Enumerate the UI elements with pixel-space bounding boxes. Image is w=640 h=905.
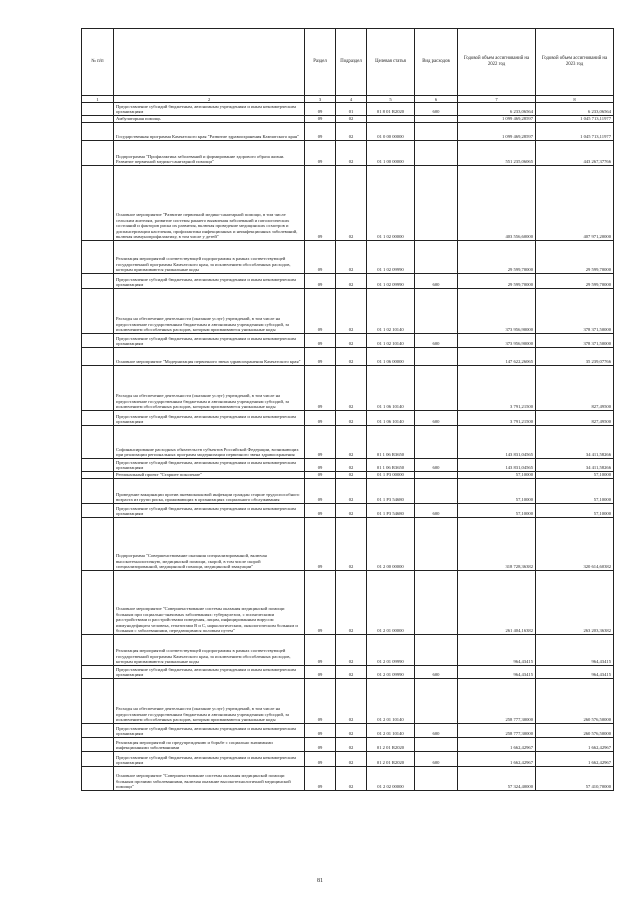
row-number [82, 241, 114, 274]
table-row [82, 679, 614, 724]
row-volume-2022: 551 235,06065 [458, 141, 536, 166]
row-subsection: 02 [336, 116, 367, 123]
row-number [82, 504, 114, 518]
row-volume-2023: 260 576,50000 [536, 679, 614, 724]
row-section: 09 [305, 348, 336, 366]
row-volume-2023: 964,43415 [536, 635, 614, 666]
row-target-article: 01 2 00 00000 [367, 518, 415, 571]
row-name: Региональный проект "Старшее поколение" [114, 472, 305, 479]
column-number: 2 [114, 96, 305, 103]
row-target-article: 01 1 06 10140 [367, 411, 415, 426]
row-volume-2023: 35 239,07766 [536, 348, 614, 366]
row-volume-2023: 34 411,58266 [536, 426, 614, 459]
row-expense-kind [415, 348, 458, 366]
row-name: Реализация мероприятий соответствующей подпрограммы в рамках соответствующей государственной программы Камчатского края, за исключением обособленных расходов, которым присваиваются уникальные коды [114, 635, 305, 666]
row-number [82, 141, 114, 166]
header-expense-kind: Вид расходов [415, 29, 458, 96]
row-target-article: 01 2 02 00000 [367, 767, 415, 791]
row-section: 09 [305, 289, 336, 334]
row-target-article: 01 2 01 10140 [367, 679, 415, 724]
row-expense-kind: 600 [415, 752, 458, 767]
row-section: 09 [305, 459, 336, 472]
column-number: 6 [415, 96, 458, 103]
row-subsection: 02 [336, 571, 367, 635]
budget-table [81, 28, 614, 791]
row-subsection: 02 [336, 518, 367, 571]
row-section: 09 [305, 366, 336, 411]
row-name: Основное мероприятие "Совершенствование системы оказания медицинской помощи больным при социально-значимых заболеваниях: туберкулезом, с психическими расстройствами и расстройствами поведения, лицам, инфицированным вирусом иммунодефицита человека, гепатитами В и С, наркологическим, онкологическим больным и больным с заболеваниями, передающимися половым путем" [114, 571, 305, 635]
row-expense-kind: 600 [415, 724, 458, 738]
row-subsection: 02 [336, 274, 367, 289]
row-target-article: 01 2 01 R2020 [367, 752, 415, 767]
column-number: 3 [305, 96, 336, 103]
row-expense-kind [415, 635, 458, 666]
row-section: 09 [305, 479, 336, 504]
table-row [82, 166, 614, 241]
row-expense-kind [415, 571, 458, 635]
row-target-article: 01 1 P3 54680 [367, 479, 415, 504]
row-volume-2022: 964,43415 [458, 635, 536, 666]
row-target-article: 01 2 01 R2020 [367, 738, 415, 752]
row-subsection: 02 [336, 411, 367, 426]
table-row [82, 571, 614, 635]
table-row [82, 635, 614, 666]
row-volume-2022: 6 233,06564 [458, 103, 536, 116]
row-section: 09 [305, 571, 336, 635]
row-volume-2022: 964,43415 [458, 666, 536, 679]
header-target-article: Целевая статья [367, 29, 415, 96]
row-volume-2023: 827,49500 [536, 366, 614, 411]
table-row [82, 411, 614, 426]
row-subsection: 01 [336, 103, 367, 116]
row-volume-2023: 378 371,50000 [536, 289, 614, 334]
row-volume-2023: 1 045 713,11977 [536, 123, 614, 141]
row-number [82, 479, 114, 504]
row-target-article: 01 1 02 10140 [367, 334, 415, 348]
row-number [82, 724, 114, 738]
row-volume-2022: 258 777,30000 [458, 724, 536, 738]
row-subsection: 02 [336, 679, 367, 724]
row-subsection: 02 [336, 666, 367, 679]
row-subsection: 02 [336, 241, 367, 274]
row-expense-kind [415, 679, 458, 724]
row-volume-2022: 258 777,30000 [458, 679, 536, 724]
row-volume-2022: 29 599,70000 [458, 274, 536, 289]
table-row [82, 274, 614, 289]
row-name: Софинансирование расходных обязательств субъектов Российской Федерации, возникающих при реализации региональных программ модернизации первичного звена здравоохранения [114, 426, 305, 459]
row-volume-2022: 1 099 469,28597 [458, 123, 536, 141]
row-volume-2023: 260 576,50000 [536, 724, 614, 738]
row-subsection: 02 [336, 166, 367, 241]
row-subsection: 02 [336, 366, 367, 411]
column-number: 7 [458, 96, 536, 103]
row-number [82, 366, 114, 411]
row-volume-2022: 29 599,70000 [458, 241, 536, 274]
table-row [82, 426, 614, 459]
row-volume-2022: 318 728,36382 [458, 518, 536, 571]
header-volume-2023: Годовой объем ассигнований на 2023 год [536, 29, 614, 96]
row-name: Реализация мероприятий по предупреждению и борьбе с социально значимыми инфекционными заболеваниями [114, 738, 305, 752]
row-subsection: 02 [336, 334, 367, 348]
table-row [82, 141, 614, 166]
row-volume-2022: 1 662,42967 [458, 752, 536, 767]
row-number [82, 459, 114, 472]
row-section: 09 [305, 103, 336, 116]
row-volume-2022: 57 324,40000 [458, 767, 536, 791]
row-subsection: 02 [336, 724, 367, 738]
row-volume-2023: 964,43415 [536, 666, 614, 679]
row-subsection: 02 [336, 635, 367, 666]
row-target-article: 01 1 00 00000 [367, 141, 415, 166]
row-section: 09 [305, 738, 336, 752]
row-expense-kind [415, 166, 458, 241]
row-expense-kind [415, 366, 458, 411]
row-name: Предоставление субсидий бюджетным, автономным учреждениям и иным некоммерческим организациям [114, 411, 305, 426]
row-target-article: 01 8 01 R2020 [367, 103, 415, 116]
table-row [82, 123, 614, 141]
row-expense-kind: 600 [415, 274, 458, 289]
row-section: 09 [305, 274, 336, 289]
row-section: 09 [305, 679, 336, 724]
row-name: Расходы на обеспечение деятельности (оказание услуг) учреждений, в том числе на предоставление государственным бюджетным и автономным учреждениям субсидий, за исключением обособленных расходов, которым присваиваются уникальные коды [114, 366, 305, 411]
row-number [82, 518, 114, 571]
row-number [82, 767, 114, 791]
row-volume-2023: 263 203,36382 [536, 571, 614, 635]
row-name: Предоставление субсидий бюджетным, автономным учреждениям и иным некоммерческим организациям [114, 724, 305, 738]
row-number [82, 571, 114, 635]
row-section: 09 [305, 411, 336, 426]
row-expense-kind: 600 [415, 103, 458, 116]
row-number [82, 752, 114, 767]
row-number [82, 289, 114, 334]
row-name: Амбулаторная помощь [114, 116, 305, 123]
row-subsection: 02 [336, 459, 367, 472]
row-name: Основное мероприятие "Развитие первичной медико-санитарной помощи, в том числе сельским жителям, развитие системы раннего выявления заболеваний и патологических состояний и факторов риска их развития, включая проведение медицинских осмотров и диспансеризации населения, профилактика инфекционных и неинфекционных заболеваний, включая иммунопрофилактику, в том числе у детей" [114, 166, 305, 241]
row-section: 09 [305, 241, 336, 274]
row-section: 09 [305, 141, 336, 166]
row-name: Предоставление субсидий бюджетным, автономным учреждениям и иным некоммерческим организациям [114, 752, 305, 767]
table-row [82, 241, 614, 274]
row-volume-2023: 378 371,50000 [536, 334, 614, 348]
header-name [114, 29, 305, 96]
row-name: Расходы на обеспечение деятельности (оказание услуг) учреждений, в том числе на предоставление государственным бюджетным и автономным учреждениям субсидий, за исключением обособленных расходов, которым присваиваются уникальные коды [114, 679, 305, 724]
row-expense-kind [415, 472, 458, 479]
row-name: Предоставление субсидий бюджетным, автономным учреждениям и иным некоммерческим организациям [114, 666, 305, 679]
row-section: 09 [305, 666, 336, 679]
row-section: 09 [305, 123, 336, 141]
row-volume-2023: 407 971,20000 [536, 166, 614, 241]
row-section: 09 [305, 504, 336, 518]
row-subsection: 02 [336, 472, 367, 479]
row-target-article: 01 1 P3 54680 [367, 504, 415, 518]
table-header-row [82, 29, 614, 96]
row-expense-kind [415, 241, 458, 274]
table-row [82, 334, 614, 348]
row-target-article: 01 1 06 00000 [367, 348, 415, 366]
column-number: 8 [536, 96, 614, 103]
row-target-article: 01 1 02 09990 [367, 241, 415, 274]
table-row [82, 752, 614, 767]
row-number [82, 123, 114, 141]
row-target-article: 01 1 06 10140 [367, 366, 415, 411]
row-volume-2022: 143 831,04565 [458, 459, 536, 472]
row-name: Предоставление субсидий бюджетным, автономным учреждениям и иным некоммерческим организациям [114, 459, 305, 472]
row-section: 09 [305, 116, 336, 123]
row-number [82, 666, 114, 679]
row-expense-kind [415, 738, 458, 752]
row-expense-kind [415, 479, 458, 504]
row-expense-kind [415, 116, 458, 123]
table-row [82, 459, 614, 472]
column-number-row [82, 96, 614, 103]
row-expense-kind: 600 [415, 666, 458, 679]
row-volume-2022: 1 099 469,28597 [458, 116, 536, 123]
row-number [82, 166, 114, 241]
row-target-article: 01 1 02 09990 [367, 274, 415, 289]
row-target-article: 01 2 01 09990 [367, 666, 415, 679]
table-row [82, 366, 614, 411]
row-section: 09 [305, 767, 336, 791]
row-name: Основное мероприятие "Совершенствование системы оказания медицинской помощи больным прочими заболеваниями, включая оказание высокотехнологичной медицинской помощи" [114, 767, 305, 791]
column-number: 4 [336, 96, 367, 103]
row-volume-2022: 261 404,16382 [458, 571, 536, 635]
row-name: Предоставление субсидий бюджетным, автономным учреждениям и иным некоммерческим организациям [114, 334, 305, 348]
row-volume-2023: 1 045 713,11977 [536, 116, 614, 123]
row-subsection: 02 [336, 738, 367, 752]
budget-table-sheet [81, 28, 613, 791]
row-name: Предоставление субсидий бюджетным, автономным учреждениям и иным некоммерческим организациям [114, 103, 305, 116]
row-target-article: 01 2 01 00000 [367, 571, 415, 635]
row-volume-2022: 3 791,21500 [458, 366, 536, 411]
row-subsection: 02 [336, 426, 367, 459]
row-volume-2022: 57,10000 [458, 472, 536, 479]
row-volume-2023: 443 267,37766 [536, 141, 614, 166]
row-name: Предоставление субсидий бюджетным, автономным учреждениям и иным некоммерческим организациям [114, 274, 305, 289]
row-name: Предоставление субсидий бюджетным, автономным учреждениям и иным некоммерческим организациям [114, 504, 305, 518]
row-target-article: 01 1 02 00000 [367, 166, 415, 241]
row-name: Государственная программа Камчатского края "Развитие здравоохранения Камчатского края" [114, 123, 305, 141]
row-target-article: 01 1 06 R3650 [367, 426, 415, 459]
header-subsection: Подраздел [336, 29, 367, 96]
table-row [82, 116, 614, 123]
row-target-article: 01 0 00 00000 [367, 123, 415, 141]
row-section: 09 [305, 752, 336, 767]
row-name: Расходы на обеспечение деятельности (оказание услуг) учреждений, в том числе на предоставление государственным бюджетным и автономным учреждениям субсидий, за исключением обособленных расходов, которым присваиваются уникальные коды [114, 289, 305, 334]
row-target-article [367, 116, 415, 123]
row-subsection: 02 [336, 767, 367, 791]
table-row [82, 738, 614, 752]
row-subsection: 02 [336, 289, 367, 334]
row-volume-2022: 57,10000 [458, 479, 536, 504]
column-number: 5 [367, 96, 415, 103]
row-expense-kind: 600 [415, 411, 458, 426]
row-expense-kind [415, 767, 458, 791]
row-volume-2022: 373 956,90000 [458, 334, 536, 348]
row-section: 09 [305, 635, 336, 666]
row-volume-2023: 29 599,70000 [536, 241, 614, 274]
row-volume-2022: 3 791,21500 [458, 411, 536, 426]
table-row [82, 724, 614, 738]
row-target-article: 01 1 P3 00000 [367, 472, 415, 479]
row-section: 09 [305, 334, 336, 348]
row-volume-2022: 57,10000 [458, 504, 536, 518]
row-name: Реализация мероприятий соответствующей подпрограммы в рамках соответствующей государственной программы Камчатского края, за исключением обособленных расходов, которым присваиваются уникальные коды [114, 241, 305, 274]
row-target-article: 01 1 02 10140 [367, 289, 415, 334]
row-section: 09 [305, 724, 336, 738]
row-volume-2023: 57,10000 [536, 504, 614, 518]
row-volume-2022: 147 622,26065 [458, 348, 536, 366]
row-volume-2023: 6 233,06564 [536, 103, 614, 116]
row-volume-2023: 57 410,70000 [536, 767, 614, 791]
row-section: 09 [305, 472, 336, 479]
table-row [82, 504, 614, 518]
row-subsection: 02 [336, 479, 367, 504]
row-volume-2022: 143 831,04565 [458, 426, 536, 459]
row-volume-2023: 320 614,60382 [536, 518, 614, 571]
row-name: Основное мероприятие "Модернизация первичного звена здравоохранения Камчатского края" [114, 348, 305, 366]
table-row [82, 666, 614, 679]
row-expense-kind [415, 141, 458, 166]
page-number: 81 [317, 878, 323, 884]
row-volume-2023: 827,49500 [536, 411, 614, 426]
table-row [82, 518, 614, 571]
row-expense-kind [415, 123, 458, 141]
row-number [82, 274, 114, 289]
table-row [82, 289, 614, 334]
header-num: № п/п [82, 29, 114, 96]
row-number [82, 116, 114, 123]
row-expense-kind: 600 [415, 459, 458, 472]
row-expense-kind: 600 [415, 504, 458, 518]
row-number [82, 348, 114, 366]
row-volume-2023: 29 599,70000 [536, 274, 614, 289]
row-expense-kind [415, 289, 458, 334]
row-volume-2022: 403 556,60000 [458, 166, 536, 241]
table-row [82, 472, 614, 479]
row-volume-2023: 34 411,58266 [536, 459, 614, 472]
row-section: 09 [305, 166, 336, 241]
row-subsection: 02 [336, 348, 367, 366]
row-number [82, 679, 114, 724]
row-number [82, 334, 114, 348]
row-number [82, 738, 114, 752]
table-body [82, 103, 614, 791]
column-number: 1 [82, 96, 114, 103]
table-row [82, 103, 614, 116]
row-subsection: 02 [336, 752, 367, 767]
row-number [82, 635, 114, 666]
header-section: Раздел [305, 29, 336, 96]
row-number [82, 472, 114, 479]
row-volume-2023: 1 662,42967 [536, 752, 614, 767]
row-volume-2023: 57,10000 [536, 479, 614, 504]
table-row [82, 348, 614, 366]
row-section: 09 [305, 518, 336, 571]
table-row [82, 479, 614, 504]
row-subsection: 02 [336, 123, 367, 141]
row-number [82, 426, 114, 459]
row-target-article: 01 2 01 10140 [367, 724, 415, 738]
header-volume-2022: Годовой объем ассигнований на 2022 год [458, 29, 536, 96]
row-target-article: 01 2 01 09990 [367, 635, 415, 666]
row-volume-2023: 1 662,42967 [536, 738, 614, 752]
row-number [82, 411, 114, 426]
row-name: Подпрограмма "Профилактика заболеваний и формирование здорового образа жизни. Развитие первичной медико-санитарной помощи" [114, 141, 305, 166]
row-name: Проведение вакцинации против пневмококковой инфекции граждан старше трудоспособного возраста из групп риска, проживающих в организациях социального обслуживания [114, 479, 305, 504]
row-name: Подпрограмма "Совершенствование оказания специализированной, включая высокотехнологичную, медицинской помощи, скорой, в том числе скорой специализированной, медицинской помощи, медицинской эвакуации" [114, 518, 305, 571]
row-expense-kind [415, 426, 458, 459]
row-subsection: 02 [336, 141, 367, 166]
table-row [82, 767, 614, 791]
row-expense-kind: 600 [415, 334, 458, 348]
row-expense-kind [415, 518, 458, 571]
row-volume-2023: 57,10000 [536, 472, 614, 479]
row-number [82, 103, 114, 116]
row-volume-2022: 373 956,90000 [458, 289, 536, 334]
row-volume-2022: 1 662,42967 [458, 738, 536, 752]
row-target-article: 01 1 06 R3650 [367, 459, 415, 472]
row-subsection: 02 [336, 504, 367, 518]
row-section: 09 [305, 426, 336, 459]
